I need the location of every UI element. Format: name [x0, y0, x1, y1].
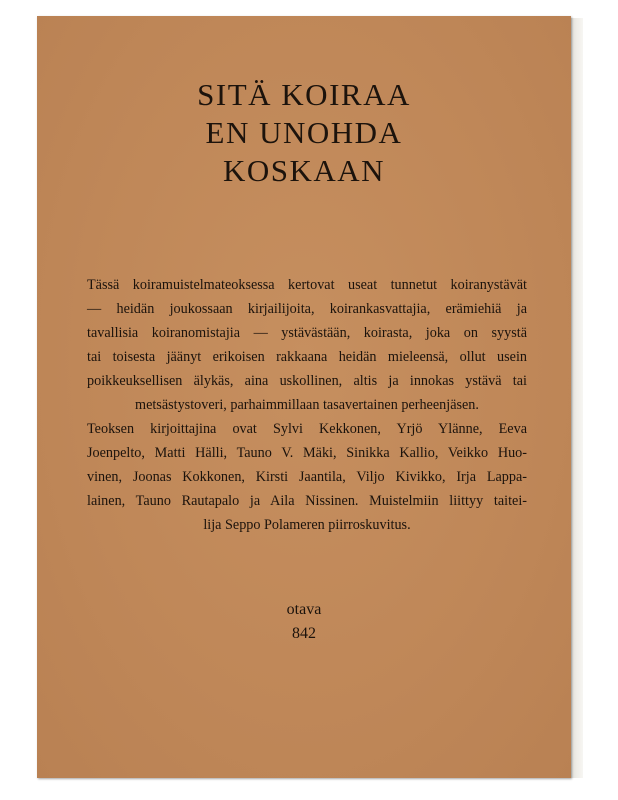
description-line: metsästystoveri, parhaimmillaan tasavertainen perheenjäsen.	[135, 397, 479, 413]
description-line: tavallisia koiranomistajia — ystävästään, koirasta, joka on syystä	[87, 325, 527, 341]
description-line: — heidän joukossaan kirjailijoita, koirankasvattajia, erämiehiä ja	[87, 301, 527, 317]
catalog-number: 842	[292, 625, 316, 642]
description-line: Joenpelto, Matti Hälli, Tauno V. Mäki, Sinikka Kallio, Veikko Huo-	[87, 445, 527, 461]
book-back-cover	[37, 16, 571, 778]
description-line: poikkeuksellisen älykäs, aina uskollinen, altis ja innokas ystävä tai	[87, 373, 527, 389]
description-line: vinen, Joonas Kokkonen, Kirsti Jaantila, Viljo Kivikko, Irja Lappa-	[87, 469, 527, 485]
description-line: lainen, Tauno Rautapalo ja Aila Nissinen. Muistelmiin liittyy taitei-	[87, 493, 527, 509]
title-line: SITÄ KOIRAA	[197, 77, 411, 112]
title-line: KOSKAAN	[222, 153, 386, 188]
book-title	[37, 76, 571, 190]
description-line: Teoksen kirjoittajina ovat Sylvi Kekkonen, Yrjö Ylänne, Eeva	[87, 421, 527, 437]
book-description	[87, 273, 527, 537]
description-line: lija Seppo Polameren piirroskuvitus.	[203, 517, 411, 533]
publisher-name: otava	[286, 601, 322, 618]
publisher-block	[37, 598, 571, 646]
title-line: EN UNOHDA	[205, 115, 403, 150]
description-line: Tässä koiramuistelmateoksessa kertovat useat tunnetut koiranystävät	[87, 277, 527, 293]
description-line: tai toisesta jäänyt erikoisen rakkaana heidän mieleensä, ollut usein	[87, 349, 527, 365]
